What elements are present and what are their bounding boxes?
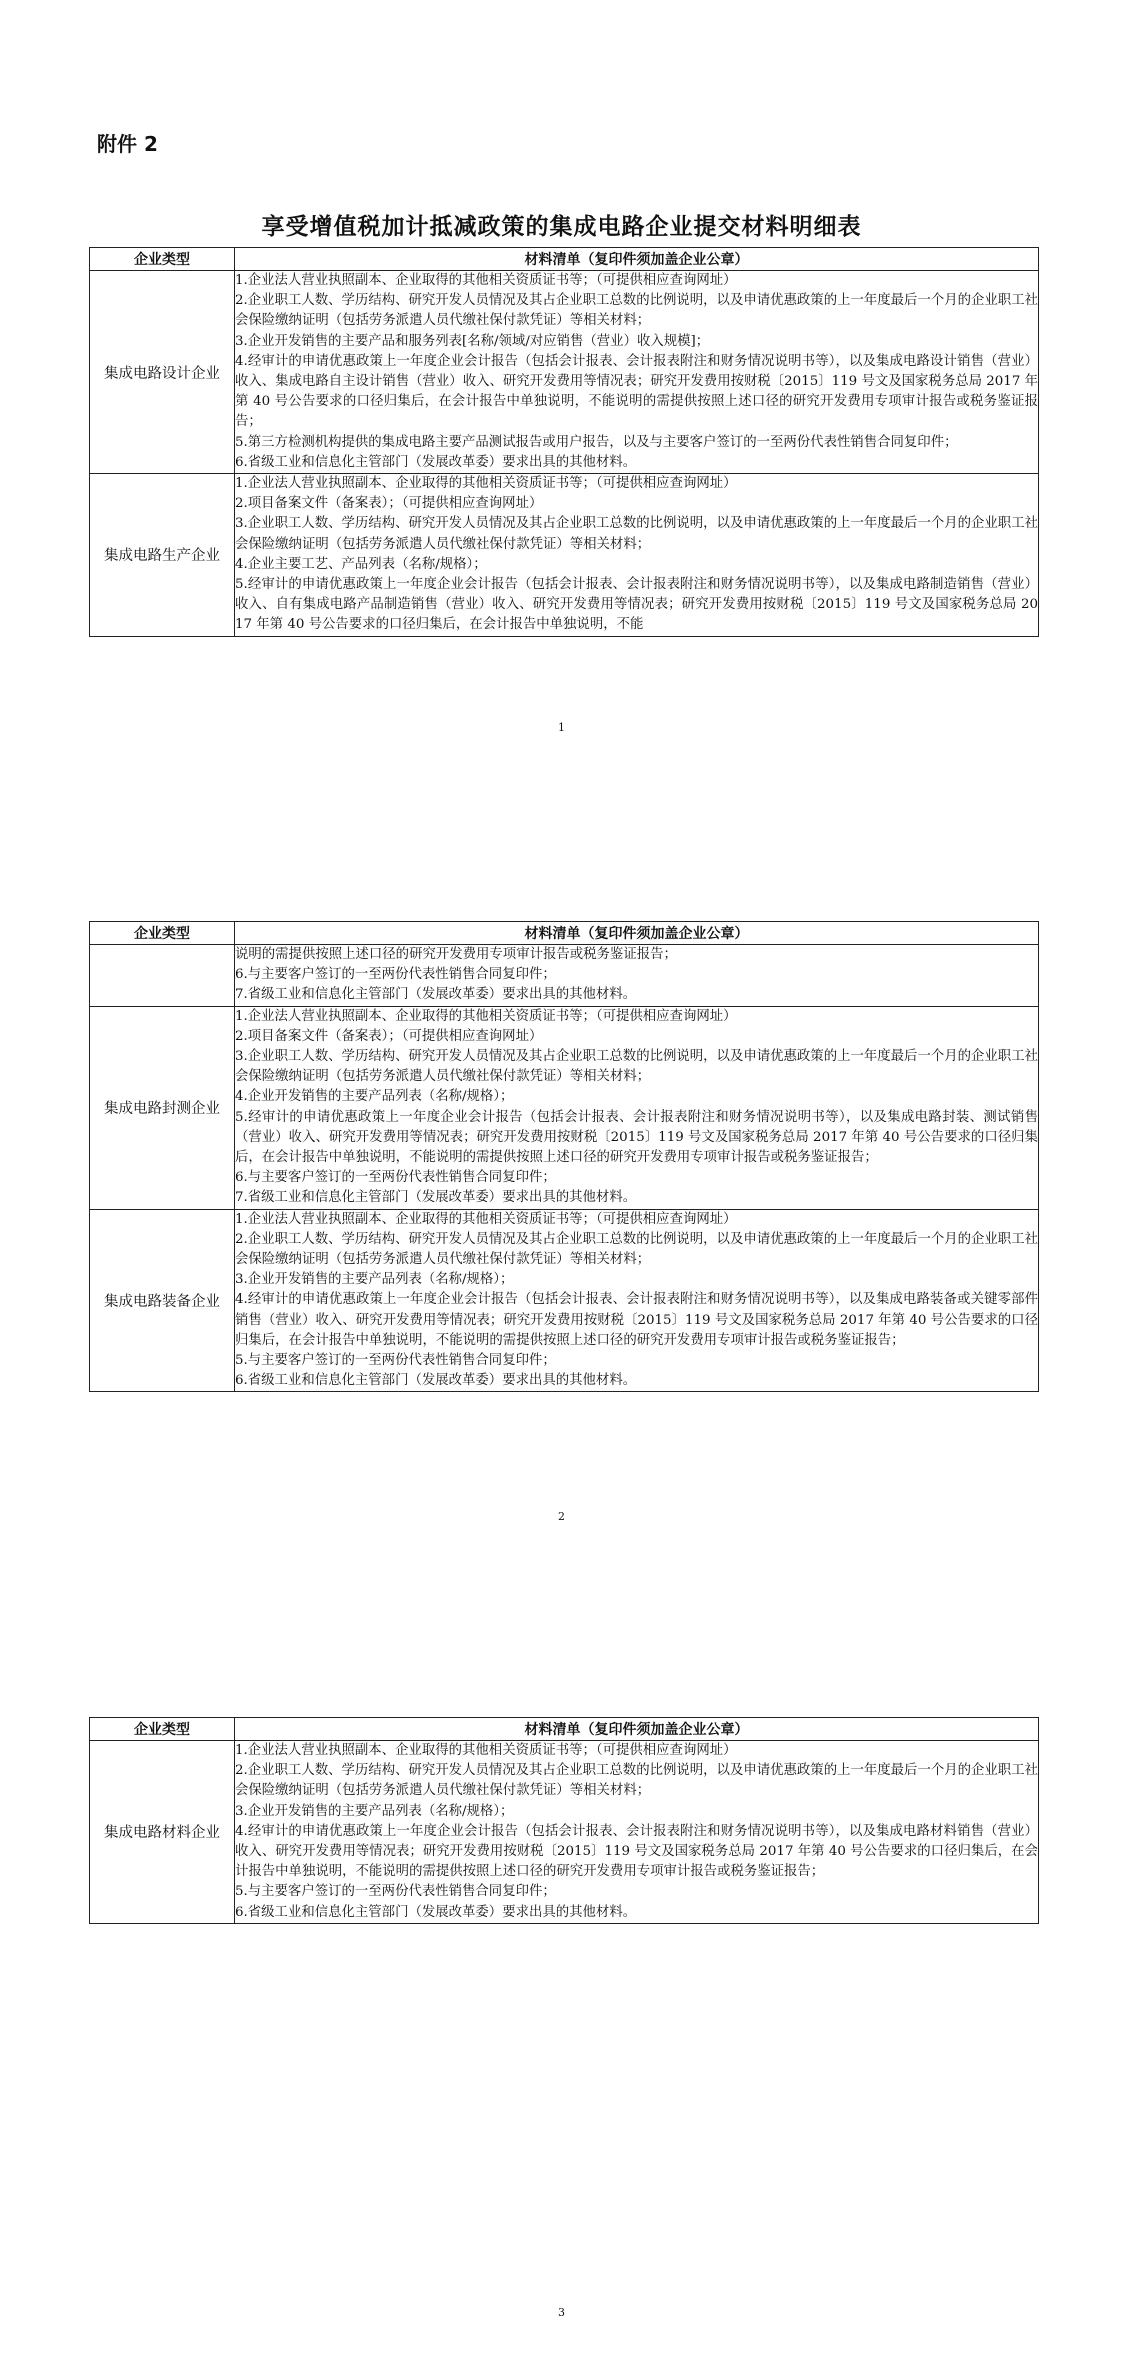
list-item: 2.企业职工人数、学历结构、研究开发人员情况及其占企业职工总数的比例说明，以及申请优惠政策的上一年度最后一个月的企业职工社会保险缴纳证明（包括劳务派遣人员代缴社保付款凭证）等相关材料； xyxy=(235,1763,1038,1799)
materials-table-page-2 xyxy=(89,921,1039,1392)
list-item: 1.企业法人营业执照副本、企业取得的其他相关资质证书等；（可提供相应查询网址） xyxy=(235,1743,737,1758)
list-item: 4.企业主要工艺、产品列表（名称/规格）； xyxy=(235,556,487,572)
header-materials: 材料清单（复印件须加盖企业公章） xyxy=(235,248,1039,271)
list-item: 7.省级工业和信息化主管部门（发展改革委）要求出具的其他材料。 xyxy=(235,987,637,1003)
list-item: 4.企业开发销售的主要产品列表（名称/规格）； xyxy=(235,1089,514,1105)
enterprise-type-cell: 集成电路封测企业 xyxy=(90,1006,235,1209)
list-item: 3.企业开发销售的主要产品列表（名称/规格）； xyxy=(235,1803,514,1819)
page-number: 2 xyxy=(558,1510,565,1523)
enterprise-type-cell: 集成电路设计企业 xyxy=(90,271,235,474)
table-body xyxy=(90,271,1039,637)
list-item: 5.经审计的申请优惠政策上一年度企业会计报告（包括会计报表、会计报表附注和财务情况说明书等），以及集成电路制造销售（营业）收入、自有集成电路产品制造销售（营业）收入、研究开发费用等情况表；研究开发费用按财税〔2015〕119 号文及国家税务总局 2017 年第 40 号公告要求的口径归集后，在会计报告中单独说明，不能 xyxy=(235,577,1038,633)
table-header-row xyxy=(90,922,1039,945)
list-item: 2.项目备案文件（备案表）；（可提供相应查询网址） xyxy=(235,1028,543,1044)
enterprise-type-cell: 集成电路材料企业 xyxy=(90,1741,235,1924)
enterprise-type-cell xyxy=(90,945,235,1007)
materials-list-cell xyxy=(235,1006,1039,1209)
list-item: 1.企业法人营业执照副本、企业取得的其他相关资质证书等；（可提供相应查询网址） xyxy=(235,1211,737,1227)
materials-list-cell xyxy=(235,945,1039,1007)
enterprise-type-cell: 集成电路生产企业 xyxy=(90,474,235,637)
header-type: 企业类型 xyxy=(90,248,235,271)
list-item: 5.与主要客户签订的一至两份代表性销售合同复印件； xyxy=(235,1884,556,1900)
list-item: 2.企业职工人数、学历结构、研究开发人员情况及其占企业职工总数的比例说明，以及申请优惠政策的上一年度最后一个月的企业职工社会保险缴纳证明（包括劳务派遣人员代缴社保付款凭证）等相关材料； xyxy=(235,1231,1038,1268)
list-item: 1.企业法人营业执照副本、企业取得的其他相关资质证书等；（可提供相应查询网址） xyxy=(235,476,737,492)
header-materials: 材料清单（复印件须加盖企业公章） xyxy=(235,1718,1039,1741)
list-item: 6.省级工业和信息化主管部门（发展改革委）要求出具的其他材料。 xyxy=(235,1904,637,1920)
list-item: 3.企业职工人数、学历结构、研究开发人员情况及其占企业职工总数的比例说明，以及申请优惠政策的上一年度最后一个月的企业职工社会保险缴纳证明（包括劳务派遣人员代缴社保付款凭证）等相关材料； xyxy=(235,1049,1038,1085)
table-body xyxy=(90,1741,1039,1924)
page-number: 3 xyxy=(558,2306,565,2319)
list-item: 3.企业开发销售的主要产品列表（名称/规格）； xyxy=(235,1272,514,1288)
list-item: 1.企业法人营业执照副本、企业取得的其他相关资质证书等；（可提供相应查询网址） xyxy=(235,1008,737,1024)
list-item: 6.与主要客户签订的一至两份代表性销售合同复印件； xyxy=(235,967,556,983)
materials-list-cell xyxy=(235,474,1039,637)
table-header-row xyxy=(90,1718,1039,1741)
table-row xyxy=(90,1209,1039,1392)
list-item: 1.企业法人营业执照副本、企业取得的其他相关资质证书等；（可提供相应查询网址） xyxy=(235,273,737,288)
materials-table-page-3 xyxy=(89,1717,1039,1924)
list-item: 6.与主要客户签订的一至两份代表性销售合同复印件； xyxy=(235,1170,556,1186)
list-item: 6.省级工业和信息化主管部门（发展改革委）要求出具的其他材料。 xyxy=(235,454,637,470)
list-item: 2.项目备案文件（备案表）；（可提供相应查询网址） xyxy=(235,496,543,512)
document-title: 享受增值税加计抵减政策的集成电路企业提交材料明细表 xyxy=(261,213,862,240)
table-body xyxy=(90,945,1039,1392)
table-row xyxy=(90,271,1039,474)
list-item: 4.经审计的申请优惠政策上一年度企业会计报告（包括会计报表、会计报表附注和财务情况说明书等），以及集成电路设计销售（营业）收入、集成电路自主设计销售（营业）收入、研究开发费用等情况表；研究开发费用按财税〔2015〕119 号文及国家税务总局 2017 年第 40 号公告要求的口径归集后，在会计报告中单独说明，不能说明的需提供按照上述口径的研究开发费用专项审计报告或税务鉴证报告； xyxy=(235,353,1038,430)
page-2 xyxy=(0,780,1123,1580)
materials-table-page-1 xyxy=(89,247,1039,637)
materials-list-cell xyxy=(235,1741,1039,1924)
table-header-row xyxy=(90,248,1039,271)
header-type: 企业类型 xyxy=(90,922,235,945)
list-item: 5.第三方检测机构提供的集成电路主要产品测试报告或用户报告，以及与主要客户签订的一至两份代表性销售合同复印件； xyxy=(235,434,958,450)
table-row xyxy=(90,474,1039,637)
list-item: 7.省级工业和信息化主管部门（发展改革委）要求出具的其他材料。 xyxy=(235,1190,637,1206)
page-1 xyxy=(0,0,1123,780)
list-item: 3.企业职工人数、学历结构、研究开发人员情况及其占企业职工总数的比例说明，以及申请优惠政策的上一年度最后一个月的企业职工社会保险缴纳证明（包括劳务派遣人员代缴社保付款凭证）等相关材料； xyxy=(235,516,1038,552)
enterprise-type-cell: 集成电路装备企业 xyxy=(90,1209,235,1392)
list-item: 2.企业职工人数、学历结构、研究开发人员情况及其占企业职工总数的比例说明，以及申请优惠政策的上一年度最后一个月的企业职工社会保险缴纳证明（包括劳务派遣人员代缴社保付款凭证）等相关材料； xyxy=(235,293,1038,329)
list-item: 4.经审计的申请优惠政策上一年度企业会计报告（包括会计报表、会计报表附注和财务情况说明书等），以及集成电路材料销售（营业）收入、研究开发费用等情况表；研究开发费用按财税〔2015〕119 号文及国家税务总局 2017 年第 40 号公告要求的口径归集后，在会计报告中单独说明，不能说明的需提供按照上述口径的研究开发费用专项审计报告或税务鉴证报告； xyxy=(235,1823,1038,1880)
table-row xyxy=(90,945,1039,1007)
materials-list-cell xyxy=(235,1209,1039,1392)
attachment-label: 附件 2 xyxy=(97,132,158,156)
list-item: 4.经审计的申请优惠政策上一年度企业会计报告（包括会计报表、会计报表附注和财务情况说明书等），以及集成电路装备或关键零部件销售（营业）收入、研究开发费用等情况表；研究开发费用按财税〔2015〕119 号文及国家税务总局 2017 年第 40 号公告要求的口径归集后，在会计报告中单独说明，不能说明的需提供按照上述口径的研究开发费用专项审计报告或税务鉴证报告； xyxy=(235,1292,1038,1348)
page-number: 1 xyxy=(558,721,565,734)
list-item: 5.经审计的申请优惠政策上一年度企业会计报告（包括会计报表、会计报表附注和财务情况说明书等），以及集成电路封装、测试销售（营业）收入、研究开发费用等情况表；研究开发费用按财税〔2015〕119 号文及国家税务总局 2017 年第 40 号公告要求的口径归集后，在会计报告中单独说明，不能说明的需提供按照上述口径的研究开发费用专项审计报告或税务鉴证报告； xyxy=(235,1109,1038,1166)
materials-list-cell xyxy=(235,271,1039,474)
table-row xyxy=(90,1006,1039,1209)
list-item: 6.省级工业和信息化主管部门（发展改革委）要求出具的其他材料。 xyxy=(235,1373,637,1389)
list-item: 3.企业开发销售的主要产品和服务列表[名称/领域/对应销售（营业）收入规模]； xyxy=(235,333,710,349)
page-3 xyxy=(0,1580,1123,2379)
list-item: 5.与主要客户签订的一至两份代表性销售合同复印件； xyxy=(235,1353,556,1369)
table-row xyxy=(90,1741,1039,1924)
header-type: 企业类型 xyxy=(90,1718,235,1741)
list-item: 说明的需提供按照上述口径的研究开发费用专项审计报告或税务鉴证报告； xyxy=(235,947,677,962)
header-materials: 材料清单（复印件须加盖企业公章） xyxy=(235,922,1039,945)
